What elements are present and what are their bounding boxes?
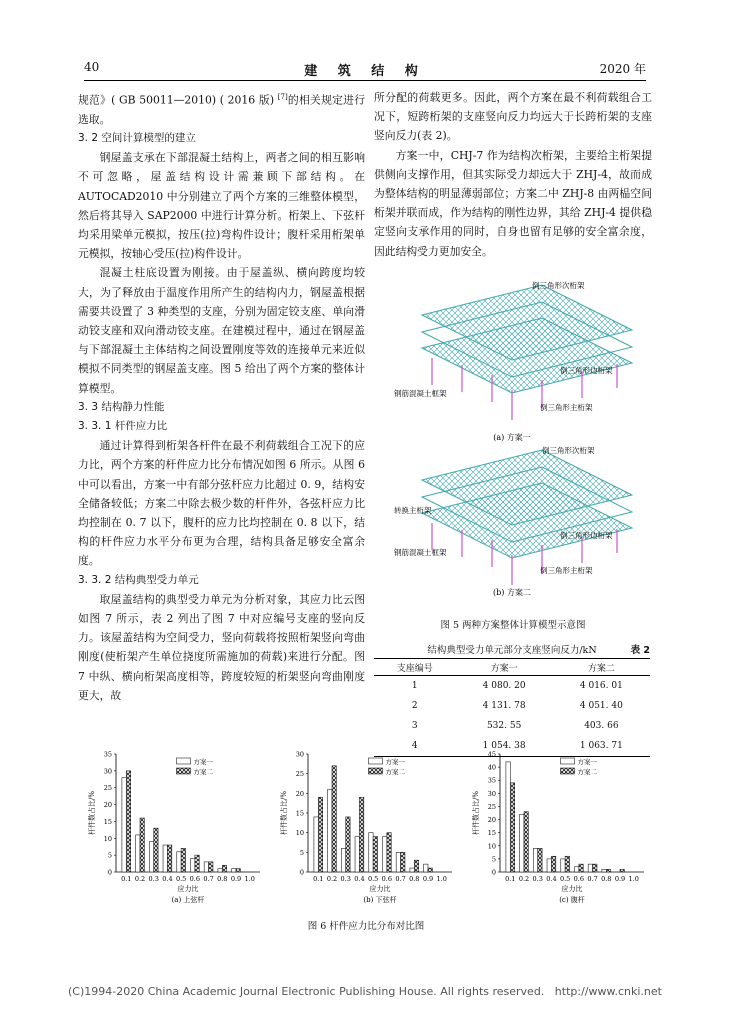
right-column xyxy=(374,88,652,261)
table-title: 结构典型受力单元部分支座竖向反力/kN xyxy=(427,645,597,656)
model-b xyxy=(394,445,632,597)
subplot-caption: (c) 腹杆 xyxy=(559,896,585,904)
bar-series-1 xyxy=(341,848,345,872)
bar-series-1 xyxy=(149,842,153,872)
legend-label-series-1: 方案一 xyxy=(193,758,213,766)
table-cell: 3 xyxy=(411,721,418,731)
legend-label-series-2: 方案二 xyxy=(577,768,597,776)
model-a xyxy=(394,280,632,442)
y-tick-label: 45 xyxy=(487,750,496,759)
bar-series-2 xyxy=(620,869,624,872)
label-b-transfer-truss: 转换主桁架 xyxy=(394,506,432,515)
table-cell: 1 054. 38 xyxy=(456,736,553,757)
bar-series-2 xyxy=(538,848,542,872)
y-axis-label: 杆件数占比/% xyxy=(88,790,96,836)
bar-series-2 xyxy=(209,862,213,872)
x-tick-label: 0.4 xyxy=(546,875,557,883)
x-tick-label: 0.7 xyxy=(395,875,406,883)
table-cell: 532. 55 xyxy=(486,721,522,731)
paragraph: 方案一中，CHJ-7 作为结构次桁架，主要给主桁架提供侧向支撑作用，但其实际受力却远大于 ZHJ-4，故而成为整体结构的明显薄弱部位；方案二中 ZHJ-8 由两榀空间桁架并联而成，作为结构的刚性边界，其给 ZHJ-4 提供稳定竖向支承作用的同时，自身也留有足够的安全富余度，因此结构受力更加安全。 xyxy=(374,148,652,258)
bar-series-1 xyxy=(410,868,414,872)
bar-series-1 xyxy=(574,867,578,872)
bar-series-1 xyxy=(177,852,181,872)
table-row xyxy=(374,716,650,736)
x-tick-label: 0.1 xyxy=(313,875,324,883)
x-tick-label: 0.1 xyxy=(121,875,132,883)
bar-series-1 xyxy=(314,817,318,872)
x-axis-label: 应力比 xyxy=(369,885,391,893)
bar-series-1 xyxy=(588,864,592,872)
page-header xyxy=(84,60,646,80)
x-tick-label: 0.2 xyxy=(326,875,338,883)
bar-series-1 xyxy=(163,845,167,872)
bar-series-2 xyxy=(222,865,226,872)
x-tick-label: 0.2 xyxy=(134,875,146,883)
subplot-caption: (a) 上弦杆 xyxy=(171,896,205,904)
label-b-main-truss: 倒三角形主桁架 xyxy=(540,566,593,575)
y-tick-label: 15 xyxy=(487,829,496,838)
legend-label-series-2: 方案二 xyxy=(193,768,213,776)
y-tick-label: 5 xyxy=(491,855,496,864)
label-b-edge-truss: 倒三角形边桁架 xyxy=(560,531,613,540)
x-tick-label: 0.2 xyxy=(518,875,530,883)
legend-label-series-1: 方案一 xyxy=(385,758,405,766)
paragraph: 钢屋盖支承在下部混凝土结构上，两者之间的相互影响不可忽略，屋盖结构设计需兼顾下部结构。在 AUTOCAD2010 中分别建立了两个方案的三维整体模型，然后将其导入 SAP2000 中进行计算分析。桁架上、下弦杆均采用梁单元模拟，按压(拉)弯构件设计；腹杆采用桁架单元模拟，按轴心受压(拉)构件设计。 xyxy=(78,151,365,261)
table-cell: 2 xyxy=(411,701,418,711)
x-tick-label: 0.8 xyxy=(409,875,420,883)
bar-series-2 xyxy=(401,852,405,872)
table-header: 方案二 xyxy=(553,659,650,676)
x-tick-label: 0.6 xyxy=(381,875,393,883)
bar-series-1 xyxy=(533,848,537,872)
bar-series-2 xyxy=(387,833,391,872)
y-tick-label: 25 xyxy=(487,802,496,811)
bar-series-2 xyxy=(428,868,432,872)
bar-series-2 xyxy=(524,812,528,872)
label-b-rc-frame: 钢筋混凝土框架 xyxy=(394,548,447,557)
bar-series-2 xyxy=(195,855,199,872)
x-tick-label: 0.6 xyxy=(573,875,585,883)
page-number: 40 xyxy=(84,60,100,74)
legend-label-series-2: 方案二 xyxy=(385,768,405,776)
paragraph: 通过计算得到桁架各杆件在最不利荷载组合工况下的应力比，两个方案的杆件应力比分布情况如图 6 所示。从图 6 中可以看出，方案一中有部分弦杆应力比超过 0. 9，结构安全储备较低；方案二中除去极少数的杆件外，各弦杆应力比均控制在 0. 7 以下，腹杆的应力比均控制在 0. 8 以下，结构的杆件应力水平分布更为合理，结构具备足够安全富余度。 xyxy=(78,439,365,568)
table-cell: 4 xyxy=(374,736,456,757)
legend-swatch-series-2 xyxy=(176,768,190,774)
x-tick-label: 0.9 xyxy=(614,875,626,883)
x-tick-label: 0.4 xyxy=(162,875,173,883)
journal-title: 建 筑 结 构 xyxy=(304,64,426,79)
y-tick-label: 20 xyxy=(295,789,304,798)
x-tick-label: 0.8 xyxy=(601,875,612,883)
table-cell: 1 xyxy=(411,681,418,691)
legend-swatch-series-1 xyxy=(560,758,574,764)
legend-swatch-series-1 xyxy=(368,758,382,764)
paragraph-continuation: 所分配的荷载更多。因此，两个方案在最不利荷载组合工况下，短跨桁架的支座竖向反力均远大于长跨桁架的支座竖向反力(表 2)。 xyxy=(374,91,652,143)
y-tick-label: 15 xyxy=(103,817,112,826)
table-header: 方案一 xyxy=(456,659,553,676)
y-tick-label: 20 xyxy=(103,801,112,810)
bar-series-2 xyxy=(510,783,514,872)
x-tick-label: 1.0 xyxy=(628,875,639,883)
figure-6-charts xyxy=(78,744,654,919)
bar-series-1 xyxy=(204,862,208,872)
y-tick-label: 20 xyxy=(487,816,496,825)
bar-series-2 xyxy=(593,864,597,872)
y-tick-label: 30 xyxy=(487,789,496,798)
label-a-rc-frame: 钢筋混凝土框架 xyxy=(394,389,447,398)
figure-6-caption: 图 6 杆件应力比分布对比图 xyxy=(307,921,425,932)
bar-series-2 xyxy=(236,869,240,872)
y-tick-label: 35 xyxy=(103,750,112,759)
x-tick-label: 0.7 xyxy=(587,875,598,883)
y-tick-label: 0 xyxy=(491,868,496,877)
y-tick-label: 35 xyxy=(487,776,496,785)
bar-series-1 xyxy=(218,869,222,872)
bar-series-1 xyxy=(424,864,428,872)
label-a-secondary-truss: 倒三角形次桁架 xyxy=(532,281,585,290)
y-axis-label: 杆件数占比/% xyxy=(472,790,480,836)
x-tick-label: 0.9 xyxy=(230,875,242,883)
bar-series-2 xyxy=(359,797,363,872)
y-tick-label: 10 xyxy=(295,829,304,838)
table-cell: 403. 66 xyxy=(584,721,619,731)
bar-series-2 xyxy=(126,771,130,872)
y-tick-label: 25 xyxy=(103,784,112,793)
section-heading-3-3: 3. 3 结构静力性能 xyxy=(78,400,165,413)
paragraph-continuation: 规范》( GB 50011—2010) ( 2016 版) [7]的相关规定进行选取。 xyxy=(78,93,365,126)
bar-series-2 xyxy=(140,818,144,872)
x-tick-label: 0.5 xyxy=(175,875,187,883)
bar-series-1 xyxy=(547,859,551,872)
legend-swatch-series-2 xyxy=(560,768,574,774)
bar-series-1 xyxy=(396,852,400,872)
caption-b: (b) 方案二 xyxy=(493,588,531,597)
bar-series-1 xyxy=(382,837,386,872)
bar-series-2 xyxy=(551,856,555,872)
header-rule xyxy=(84,80,646,81)
bar-series-2 xyxy=(167,845,171,872)
bar-series-2 xyxy=(373,837,377,872)
table-header-row xyxy=(374,659,650,676)
y-axis-label: 杆件数占比/% xyxy=(280,790,288,836)
y-tick-label: 0 xyxy=(107,868,112,877)
journal-year: 2020 年 xyxy=(599,62,646,76)
label-a-main-truss: 倒三角形主桁架 xyxy=(540,403,593,412)
legend-label-series-1: 方案一 xyxy=(577,758,597,766)
x-tick-label: 0.6 xyxy=(189,875,201,883)
table-cell: 4 016. 01 xyxy=(579,681,623,691)
bar-series-2 xyxy=(346,817,350,872)
table-row xyxy=(374,696,650,716)
x-tick-label: 0.3 xyxy=(148,875,159,883)
bar-series-2 xyxy=(414,860,418,872)
bar-series-1 xyxy=(232,869,236,872)
y-tick-label: 0 xyxy=(299,868,304,877)
figure-5-caption: 图 5 两种方案整体计算模型示意图 xyxy=(440,620,586,631)
y-tick-label: 40 xyxy=(487,763,496,772)
x-tick-label: 0.1 xyxy=(505,875,516,883)
y-tick-label: 30 xyxy=(103,767,112,776)
x-tick-label: 1.0 xyxy=(244,875,255,883)
table-header: 支座编号 xyxy=(374,659,456,676)
bar-series-1 xyxy=(602,869,606,872)
x-tick-label: 0.9 xyxy=(422,875,434,883)
bar-series-2 xyxy=(579,864,583,872)
y-tick-label: 15 xyxy=(295,809,304,818)
y-tick-label: 30 xyxy=(295,750,304,759)
bar-series-2 xyxy=(565,856,569,872)
table-cell: 4 051. 40 xyxy=(579,701,623,711)
label-b-secondary-truss: 倒三角形次桁架 xyxy=(542,446,595,455)
x-tick-label: 0.8 xyxy=(217,875,228,883)
subplot-caption: (b) 下弦杆 xyxy=(363,896,397,904)
left-column xyxy=(78,88,365,705)
bar-series-1 xyxy=(328,789,332,872)
bar-series-1 xyxy=(369,833,373,872)
table-row xyxy=(374,676,650,697)
x-tick-label: 0.3 xyxy=(340,875,351,883)
y-tick-label: 5 xyxy=(107,851,112,860)
y-tick-label: 10 xyxy=(487,842,496,851)
figure-5 xyxy=(392,280,646,597)
table-cell: 4 080. 20 xyxy=(482,681,526,691)
y-tick-label: 10 xyxy=(103,834,112,843)
section-heading-3-3-2: 3. 3. 2 结构典型受力单元 xyxy=(78,573,199,586)
bar-series-1 xyxy=(561,859,565,872)
section-heading-3-3-1: 3. 3. 1 杆件应力比 xyxy=(78,420,168,433)
x-tick-label: 1.0 xyxy=(436,875,447,883)
label-a-edge-truss: 倒三角形边桁架 xyxy=(560,366,613,375)
footer-copyright: (C)1994-2020 China Academic Journal Electronic Publishing House. All rights reserved. http://www.cnki.net xyxy=(68,985,662,998)
bar-series-2 xyxy=(154,828,158,872)
legend-swatch-series-1 xyxy=(176,758,190,764)
bar-series-1 xyxy=(190,859,194,872)
table-number: 表 2 xyxy=(630,645,650,656)
y-tick-label: 25 xyxy=(295,770,304,779)
bar-series-1 xyxy=(506,762,510,872)
table-cell: 4 131. 78 xyxy=(482,701,526,711)
x-tick-label: 0.5 xyxy=(559,875,571,883)
x-tick-label: 0.4 xyxy=(354,875,365,883)
bar-series-2 xyxy=(318,797,322,872)
bar-series-2 xyxy=(332,766,336,872)
y-tick-label: 5 xyxy=(299,848,304,857)
paragraph: 混凝土柱底设置为刚接。由于屋盖纵、横向跨度均较大，为了释放由于温度作用所产生的结构内力，钢屋盖根据需要共设置了 3 种类型的支座，分别为固定铰支座、单向滑动铰支座和双向滑动铰支座。在建模过程中，通过在钢屋盖与下部混凝土主体结构之间设置刚度等效的连接单元来近似模拟不同类型的钢屋盖支座。图 5 给出了两个方案的整体计算模型。 xyxy=(78,266,365,395)
paragraph: 取屋盖结构的典型受力单元为分析对象，其应力比云图如图 7 所示，表 2 列出了图 7 中对应编号支座的竖向反力。该屋盖结构为空间受力，竖向荷载将按照桁架竖向弯曲刚度(使桁架产生单位挠度所需施加的荷载)来进行分配。图 7 中纵、横向桁架高度相等，跨度较短的桁架竖向弯曲刚度更大，故 xyxy=(78,592,365,702)
x-tick-label: 0.3 xyxy=(532,875,543,883)
bar-series-2 xyxy=(606,869,610,872)
legend-swatch-series-2 xyxy=(368,768,382,774)
table-cell: 1 063. 71 xyxy=(553,736,650,757)
x-tick-label: 0.5 xyxy=(367,875,379,883)
x-axis-label: 应力比 xyxy=(177,885,199,893)
x-axis-label: 应力比 xyxy=(561,885,583,893)
structural-model-drawings xyxy=(392,280,646,610)
bar-series-1 xyxy=(122,778,126,872)
bar-series-1 xyxy=(136,835,140,872)
caption-a: (a) 方案一 xyxy=(493,433,531,442)
x-tick-label: 0.7 xyxy=(203,875,214,883)
section-heading-3-2: 3. 2 空间计算模型的建立 xyxy=(78,132,196,144)
bar-series-2 xyxy=(181,848,185,872)
bar-series-1 xyxy=(355,837,359,872)
bar-series-1 xyxy=(520,814,524,872)
